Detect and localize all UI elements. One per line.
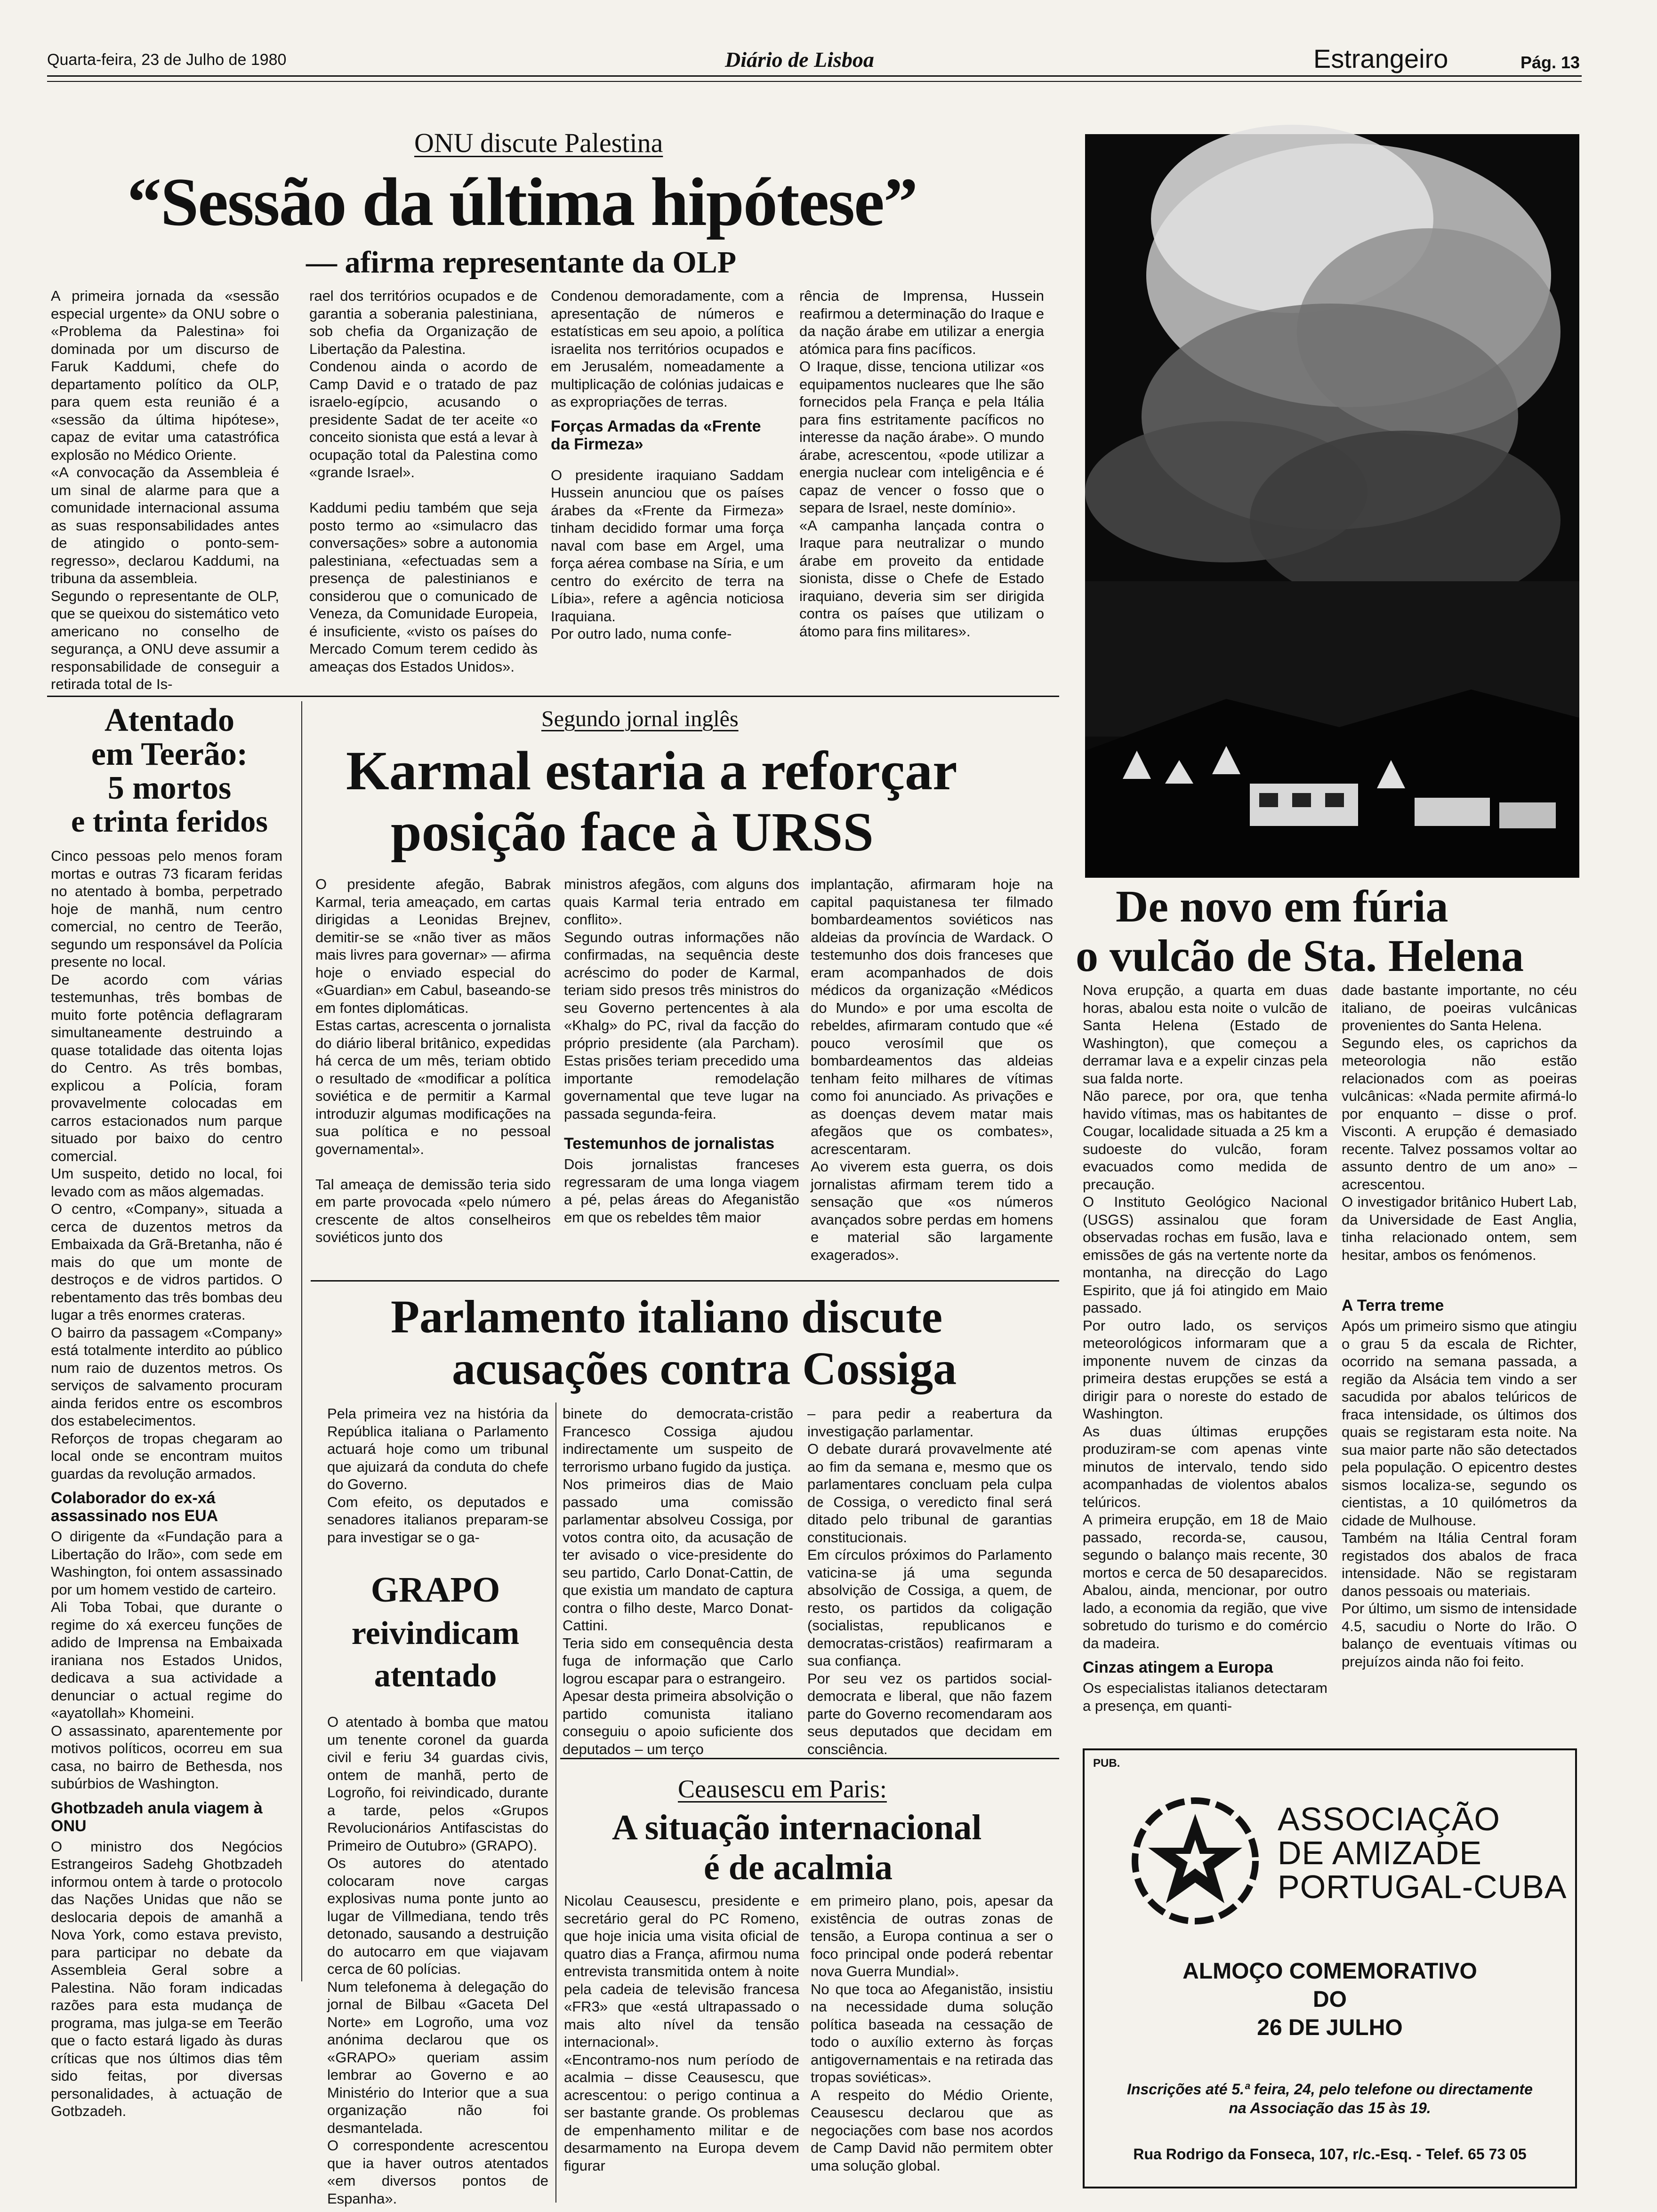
ad-org-line2: DE AMIZADE [1278,1835,1482,1871]
ad-title-line2: DO [1313,1987,1347,2012]
teerao-text: Cinco pessoas pelo menos foram mortas e outras 73 ficaram feridas no atentado à bomba, perpetrado hoje de manhã, num centro comercial, no centro de Teerão, segundo um responsável da Polícia presente no local. De acordo com várias testemunhas, três bombas de muito forte potência deflagraram simultaneamente destruindo a quase totalidade das oitenta lojas do Centro. As três bombas, explicou a Polícia, foram provavelmente colocadas em carros estacionados num parque situado por baixo do centro comercial. Um suspeito, detido no local, foi levado com as mãos algemadas. O centro, «Company», situada a cerca de duzentos metros da Embaixada da Grã-Bretanha, não é mais do que um monte de destroços e de vidros partidos. O rebentamento das três bombas deu lugar a três enormes crateras. O bairro da passagem «Company» está totalmente interdito ao público num raio de duzentos metros. Os serviços de salvamento procuram ainda feridos entre os escombros dos estabelecimentos. Reforços de tropas chegaram ao local onde se encontram muitos guardas da revolução armados. [51,848,282,1482]
ad-org-line1: ASSOCIAÇÃO [1278,1801,1500,1837]
vulcao-headline-line1: De novo em fúria [1116,881,1448,931]
masthead-section: Estrangeiro [1313,44,1448,73]
cossiga-column-1: Pela primeira vez na história da República italiana o Parlamento actuará hoje como um tribunal que ajuizará da conduta do chefe do Governo. Com efeito, os deputados e senadores italianos preparam-se para investigar se o ga- [327,1405,548,1546]
ad-info-line1: Inscrições até 5.ª feira, 24, pelo telefone ou directamente [1127,2081,1533,2098]
teerao-text-2: O dirigente da «Fundação para a Libertação do Irão», com sede em Washington, foi ontem assassinado por um homem vestido de carteiro. Ali Toba Tobai, que durante o regime do xá exerceu funções de adido de Imprensa na Embaixada iraniana nos Estados Unidos, dedicava a sua actividade a denunciar o actual regime do «ayatollah» Khomeini. O assassinato, aparentemente por motivos políticos, ocorreu em sua casa, no bairro de Bethesda, nos subúrbios de Washington. [51,1528,282,1792]
onu-column-3 [551,287,784,711]
grapo-headline-line3: atentado [374,1658,497,1694]
cossiga-headline-line1: Parlamento italiano discute [391,1290,943,1343]
teerao-headline-line3: 5 mortos [107,770,232,806]
ad-event-title [1085,1957,1575,2042]
onu-deck: — afirma representante da OLP [306,245,737,280]
vulcao-column-2 [1342,981,1577,1697]
teerao-column-rule [301,701,302,1981]
teerao-body [51,847,282,2119]
karmal-column-2 [564,875,799,1233]
karmal-headline-line2: posição face à URSS [391,801,874,863]
teerao-headline-block [47,704,292,838]
onu-column-1: A primeira jornada da «sessão especial urgente» da ONU sobre o «Problema da Palestina» foi dominada por um discurso de Faruk Kaddumi, chefe do departamento político da OLP, para quem esta reunião é a «sessão da última hipótese», capaz de evitar uma catastrófica explosão no Médico Oriente. «A convocação da Assembleia é um sinal de alarme para que a comunidade internacional assuma as suas responsabilidades antes de atingido o ponto-sem-regresso», declarou Kaddumi, na tribuna da assembleia. Segundo o representante de OLP, que se queixou do sistemático veto americano no conselho de segurança, a ONU deve assumir a responsabilidade de conseguir a retirada total de Is- [51,288,279,692]
masthead-page-number: Pág. 13 [1520,53,1580,72]
grapo-column-rule [555,1403,556,2203]
ad-tag: PUB. [1093,1757,1120,1770]
masthead-rule-2 [47,81,1582,82]
ceausescu-headline-line1: A situação internacional [612,1808,982,1847]
volcano-eruption-photo [1085,134,1579,878]
teerao-subhead-colaborador: Colaborador do ex-xá assassinado nos EUA [51,1489,218,1525]
vulcao-column-1-text: Nova erupção, a quarta em duas horas, abalou esta noite o vulcão de Santa Helena (Estado de Washington), que começou a derramar lava e a expelir cinzas pela sua falda norte. Não parece, por ora, que tenha havido vítimas, mas os habitantes de Cougar, localidade situada a 25 km a sudoeste do vulcão, foram evacuados como medida de precaução. O Instituto Geológico Nacional (USGS) assinalou que foram observadas rochas em fusão, lava e emissões de gás na vertente norte da montanha, na direcção do Lago Espirito, que já foi atingido em Maio passado. Por outro lado, os serviços meteorológicos informaram que a imponente nuvem de cinzas da primeira destas erupções se está a dirigir para o noreste do estado de Washington. As duas últimas erupções produziram-se com apenas vinte minutos de intervalo, tendo sido acompanhadas de violentos abalos telúricos. A primeira erupção, em 18 de Maio passado, recorda-se, causou, segundo o balanço mais recente, 30 mortos e cerca de 50 desaparecidos. Abalou, ainda, mencionar, por outro lado, a economia da região, que vive sobretudo do turismo e do comércio da madeira. [1083,982,1327,1651]
ad-title-line1: ALMOÇO COMEMORATIVO [1182,1959,1477,1984]
vulcao-subhead-terra-treme: A Terra treme [1342,1297,1444,1314]
teerao-text-3: O ministro dos Negócios Estrangeiros Sadehg Ghotbzadeh informou ontem à tarde o protocolo das Nações Unidas que não se deslocaria depois de amanhã a Nova York, como estava previsto, para participar no debate da Assembleia Geral sobre a Palestina. Não foram indicadas razões para esta mudança de programa, mas julga-se em Teerão que o facto estará ligado às duras críticas que nos últimos dias têm sido feitas, por diversas personalidades, à actuação de Gotbzadeh. [51,1838,282,2119]
cossiga-headline-line2: acusações contra Cossiga [452,1342,957,1395]
onu-column-4: rência de Imprensa, Hussein reafirmou a determinação do Iraque e da nação árabe em utilizar a energia atómica para fins pacíficos. O Iraque, disse, tenciona utilizar «os equipamentos nucleares que lhe são fornecidos pela França e pela Itália para fins estritamente pacíficos no interesse da nação árabe». O mundo árabe, acrescentou, «pode utilizar a energia nuclear com inteligência e é capaz de vencer o fosso que o separa de Israel, neste domínio». «A campanha lançada contra o Iraque para neutralizar o mundo árabe em proveito da entidade sionista, disse o Chefe de Estado iraquiano, deveria sim ser dirigida contra os países que utilizam o átomo para fins militares». [799,288,1044,640]
ad-org-line3: PORTUGAL-CUBA [1278,1868,1567,1905]
karmal-headline-line1: Karmal estaria a reforçar [346,740,957,801]
onu-subhead-forcas-armadas: Forças Armadas da «Frente da Firmeza» [551,417,761,453]
karmal-kicker: Segundo jornal inglês [541,706,739,731]
ad-title-line3: 26 DE JULHO [1257,2015,1403,2040]
ad-org-name [1278,1802,1567,1904]
teerao-subhead-ghotbzadeh: Ghotbzadeh anula viagem à ONU [51,1799,263,1835]
teerao-headline-line4: e trinta feridos [71,804,268,839]
ad-address: Rua Rodrigo da Fonseca, 107, r/c.-Esq. - Telef. 65 73 05 [1133,2146,1527,2163]
masthead-date: Quarta-feira, 23 de Julho de 1980 [47,51,287,69]
grapo-headline-line2: reivindicam [351,1615,520,1651]
vulcao-subhead-cinzas: Cinzas atingem a Europa [1083,1659,1273,1676]
karmal-column-2-text-2: Dois jornalistas franceses regressaram de uma longa viagem a pé, pelas áreas do Afeganistão em que os rebeldes têm maior [564,1156,799,1226]
ad-info [1085,2080,1575,2117]
ceausescu-kicker: Ceausescu em Paris: [678,1775,887,1803]
vulcao-column-1 [1083,981,1327,1714]
onu-column-3-text-2: O presidente iraquiano Saddam Hussein anunciou que os países árabes da «Frente da Firmeza» tinham decidido formar uma força naval com base em Argel, uma força aérea combase na Síria, e um centro do exército de terra na Líbia», refere a agência noticiosa Iraquiana. Por outro lado, numa confe- [551,466,784,642]
ad-info-line2: na Associação das 15 às 19. [1229,2100,1431,2116]
grapo-body: O atentado à bomba que matou um tenente coronel da guarda civil e feriu 34 guardas civis, ontem de manhã, perto de Logroño, foi reivindicado, durante a tarde, pelos «Grupos Revolucionários Antifascistas do Primeiro de Outubro» (GRAPO). Os autores do atentado colocaram nove cargas explosivas numa ponte junto ao lugar de Villmediana, tendo três detonado, sausando a destruição do autocarro em que viajavam cerca de 60 polícias. Num telefonema à delegação do jornal de Bilbau «Gaceta Del Norte» em Logroño, uma voz anónima declarou que os «GRAPO» queriam assim lembrar ao Governo e ao Ministério do Interior que a sua organização não foi desmantelada. O correspondente acrescentou que ia haver outros atentados «em diversos pontos de Espanha». [327,1714,548,2207]
cossiga-column-2: binete do democrata-cristão Francesco Cossiga ajudou indirectamente um suspeito de terrorismo urbano fugido da justiça. Nos primeiros dias de Maio passado uma comissão parlamentar absolveu Cossiga, por votos contra oito, da acusação de ter avisado o vice-presidente do seu partido, Carlo Donat-Cattin, de que existia um mandato de captura contra o filho deste, Marco Donat-Cattini. Teria sido em consequência desta fuga de informação que Carlo logrou escapar para o estrangeiro. Apesar desta primeira absolvição o partido comunista italiano conseguiu o apoio suficiente dos deputados – um terço [563,1405,793,1757]
karmal-subhead-testemunhos: Testemunhos de jornalistas [564,1135,775,1153]
masthead-paper-name: Diário de Lisboa [725,48,874,72]
onu-column-2: rael dos territórios ocupados e de garantia a soberania palestiniana, sob chefia da Organização de Libertação da Palestina. Condenou ainda o acordo de Camp David e o tratado de paz israelo-egípcio, acusando o presidente Sadat de ter aceite «o conceito sionista que está a levar à ocupação total da Palestina como «grande Israel». Kaddumi pediu também que seja posto termo ao «simulacro das conversações» sobre a autonomia palestiniana, «efectuadas sem a presença de palestinianos e considerou que o comunicado de Veneza, da Comunidade Europeia, é insuficiente, «visto os países do Mercado Comum terem cedido às ameaças dos Estados Unidos». [309,288,538,675]
grapo-headline-block [325,1567,546,1697]
vulcao-column-1-text-2: Os especialistas italianos detectaram a presença, em quanti- [1083,1680,1327,1714]
masthead-rule [47,75,1582,77]
teerao-headline-line1: Atentado [104,702,235,738]
ceausescu-headline-line2: é de acalmia [704,1848,893,1887]
vulcao-column-2-text-2: Após um primeiro sismo que atingiu o grau 5 da escala de Richter, ocorrido na semana passada, a região da Alsácia tem vindo a ser sacudida por abalos telúricos de fraca intensidade, os últimos dos quais se registaram esta noite. Na sua maior parte não são detectados pela população. O epicentro destes sismos localiza-se, segundo os cientistas, a 10 quilómetros da cidade de Mulhouse. Também na Itália Central foram registados dos abalos de fraca intensidade. Não se registaram danos pessoais ou materiais. Por último, um sismo de intensidade 4.5, sacudiu o Norte do Irão. O balanço de eventuais vítimas ou prejuízos ainda não foi feito. [1342,1318,1577,1670]
karmal-bottom-rule [311,1280,1059,1282]
advertisement-box [1083,1748,1577,2188]
onu-bottom-rule [47,696,1059,697]
ad-star-logo-icon [1129,1795,1261,1929]
vulcao-headline-line2: o vulcão de Sta. Helena [1076,930,1524,981]
karmal-column-3: implantação, afirmaram hoje na capital paquistanesa ter filmado bombardeamentos soviéticos nas aldeias da província de Wardack. O testemunho dos dois franceses que eram acompanhados de dois médicos da organização «Médicos do Mundo» e por uma escolta de rebeldes, afirmaram contudo que «é pouco verosímil que os bombardeamentos das aldeias tenham feito milhares de vítimas como foi anunciado. As privações e as doenças devem matar mais afegãos que os combates», acrescentaram. Ao viverem esta guerra, os dois jornalistas afirmam terem tido a sensação que «os números avançados sobre perdas em homens e material são largamente exagerados». [811,876,1053,1263]
onu-column-3-text: Condenou demoradamente, com a apresentação de números e estatísticas em seu apoio, a política israelita nos territórios ocupados e em Jerusalém, nomeadamente a multiplicação de colónias judaicas e as expropriações de terras. [551,288,784,410]
grapo-headline-line1: GRAPO [370,1570,500,1610]
ceausescu-column-1: Nicolau Ceausescu, presidente e secretário geral do PC Romeno, que hoje inicia uma visita oficial de quatro dias a França, afirmou numa entrevista transmitida ontem à noite pela cadeia de televisão francesa «FR3» que «está ultrapassado o mais alto nível da tensão internacional». «Encontramo-nos num período de acalmia – disse Ceausescu, que acrescentou: o perigo continua a ser bastante grande. Os problemas de empenhamento militar e de desarmamento na Europa devem figurar [564,1892,799,2174]
ceausescu-column-2: em primeiro plano, pois, apesar da existência de outras zonas de tensão, a Europa continua a ser o foco principal onde poderá rebentar nova Guerra Mundial». No que toca ao Afeganistão, insistiu na necessidade duma solução política baseada na cessação de todo o auxílio externo às forças antigovernamentais e na retirada das tropas soviéticas». A respeito do Médio Oriente, Ceausescu declarou que as negociações com base nos acordos de Camp David não permitem obter uma solução global. [811,1892,1053,2174]
onu-kicker: ONU discute Palestina [414,128,663,158]
ceausescu-top-rule [560,1758,1059,1759]
karmal-column-1: O presidente afegão, Babrak Karmal, teria ameaçado, em cartas dirigidas a Leonidas Brejnev, demitir-se se «não tiver as mãos mais livres para governar» — afirma hoje o enviado especial do «Guardian» em Cabul, baseando-se em fontes diplomáticas. Estas cartas, acrescenta o jornalista do diário liberal britânico, expedidas há cerca de um mês, teriam obtido o resultado de «modificar a política soviética e de permitir a Karmal introduzir algumas modificações na sua política e no pessoal governamental». Tal ameaça de demissão teria sido em parte provocada «pelo número crescente de altos conselheiros soviéticos junto dos [315,876,551,1245]
cossiga-column-3: – para pedir a reabertura da investigação parlamentar. O debate durará provavelmente até ao fim da semana e, mesmo que os parlamentares concluam pela culpa de Cossiga, o veredicto final será ditado pelo tribunal de garantias constitucionais. Em círculos próximos do Parlamento vaticina-se já uma segunda absolvição de Cossiga, a quem, de resto, os partidos da coligação (socialistas, republicanos e democratas-cristãos) reafirmaram a sua confiança. Por seu vez os partidos social-democrata e liberal, que não fazem parte do Governo recomendaram aos seus deputados que decidam em consciência. [807,1405,1052,1757]
vulcao-column-2-text: dade bastante importante, no céu italiano, de poeiras vulcânicas provenientes do Santa Helena. Segundo eles, os caprichos da meteorologia não estão relacionados com as poeiras vulcânicas: «Nada permite afirmá-lo por enquanto – disse o prof. Visconti. A erupção é demasiado recente. Talvez possamos voltar ao assunto dentro de um ano» – acrescentou. O investigador britânico Hubert Lab, da Universidade de East Anglia, tinha relacionado ontem, sem hesitar, ambos os fenómenos. [1342,982,1577,1263]
teerao-headline-line2: em Teerão: [91,736,248,772]
onu-headline: “Sessão da última hipótese” [127,164,917,240]
karmal-column-2-text: ministros afegãos, com alguns dos quais Karmal teria entrado em conflito». Segundo outras informações não confirmadas, na sequência deste acréscimo do poder de Karmal, teriam sido presos três ministros do seu Governo pertencentes à ala «Khalg» do PC, rival da facção do próprio presidente (ala Parcham). Estas prisões teriam precedido uma importante remodelação governamental que teve lugar na passada segunda-feira. [564,876,799,1122]
